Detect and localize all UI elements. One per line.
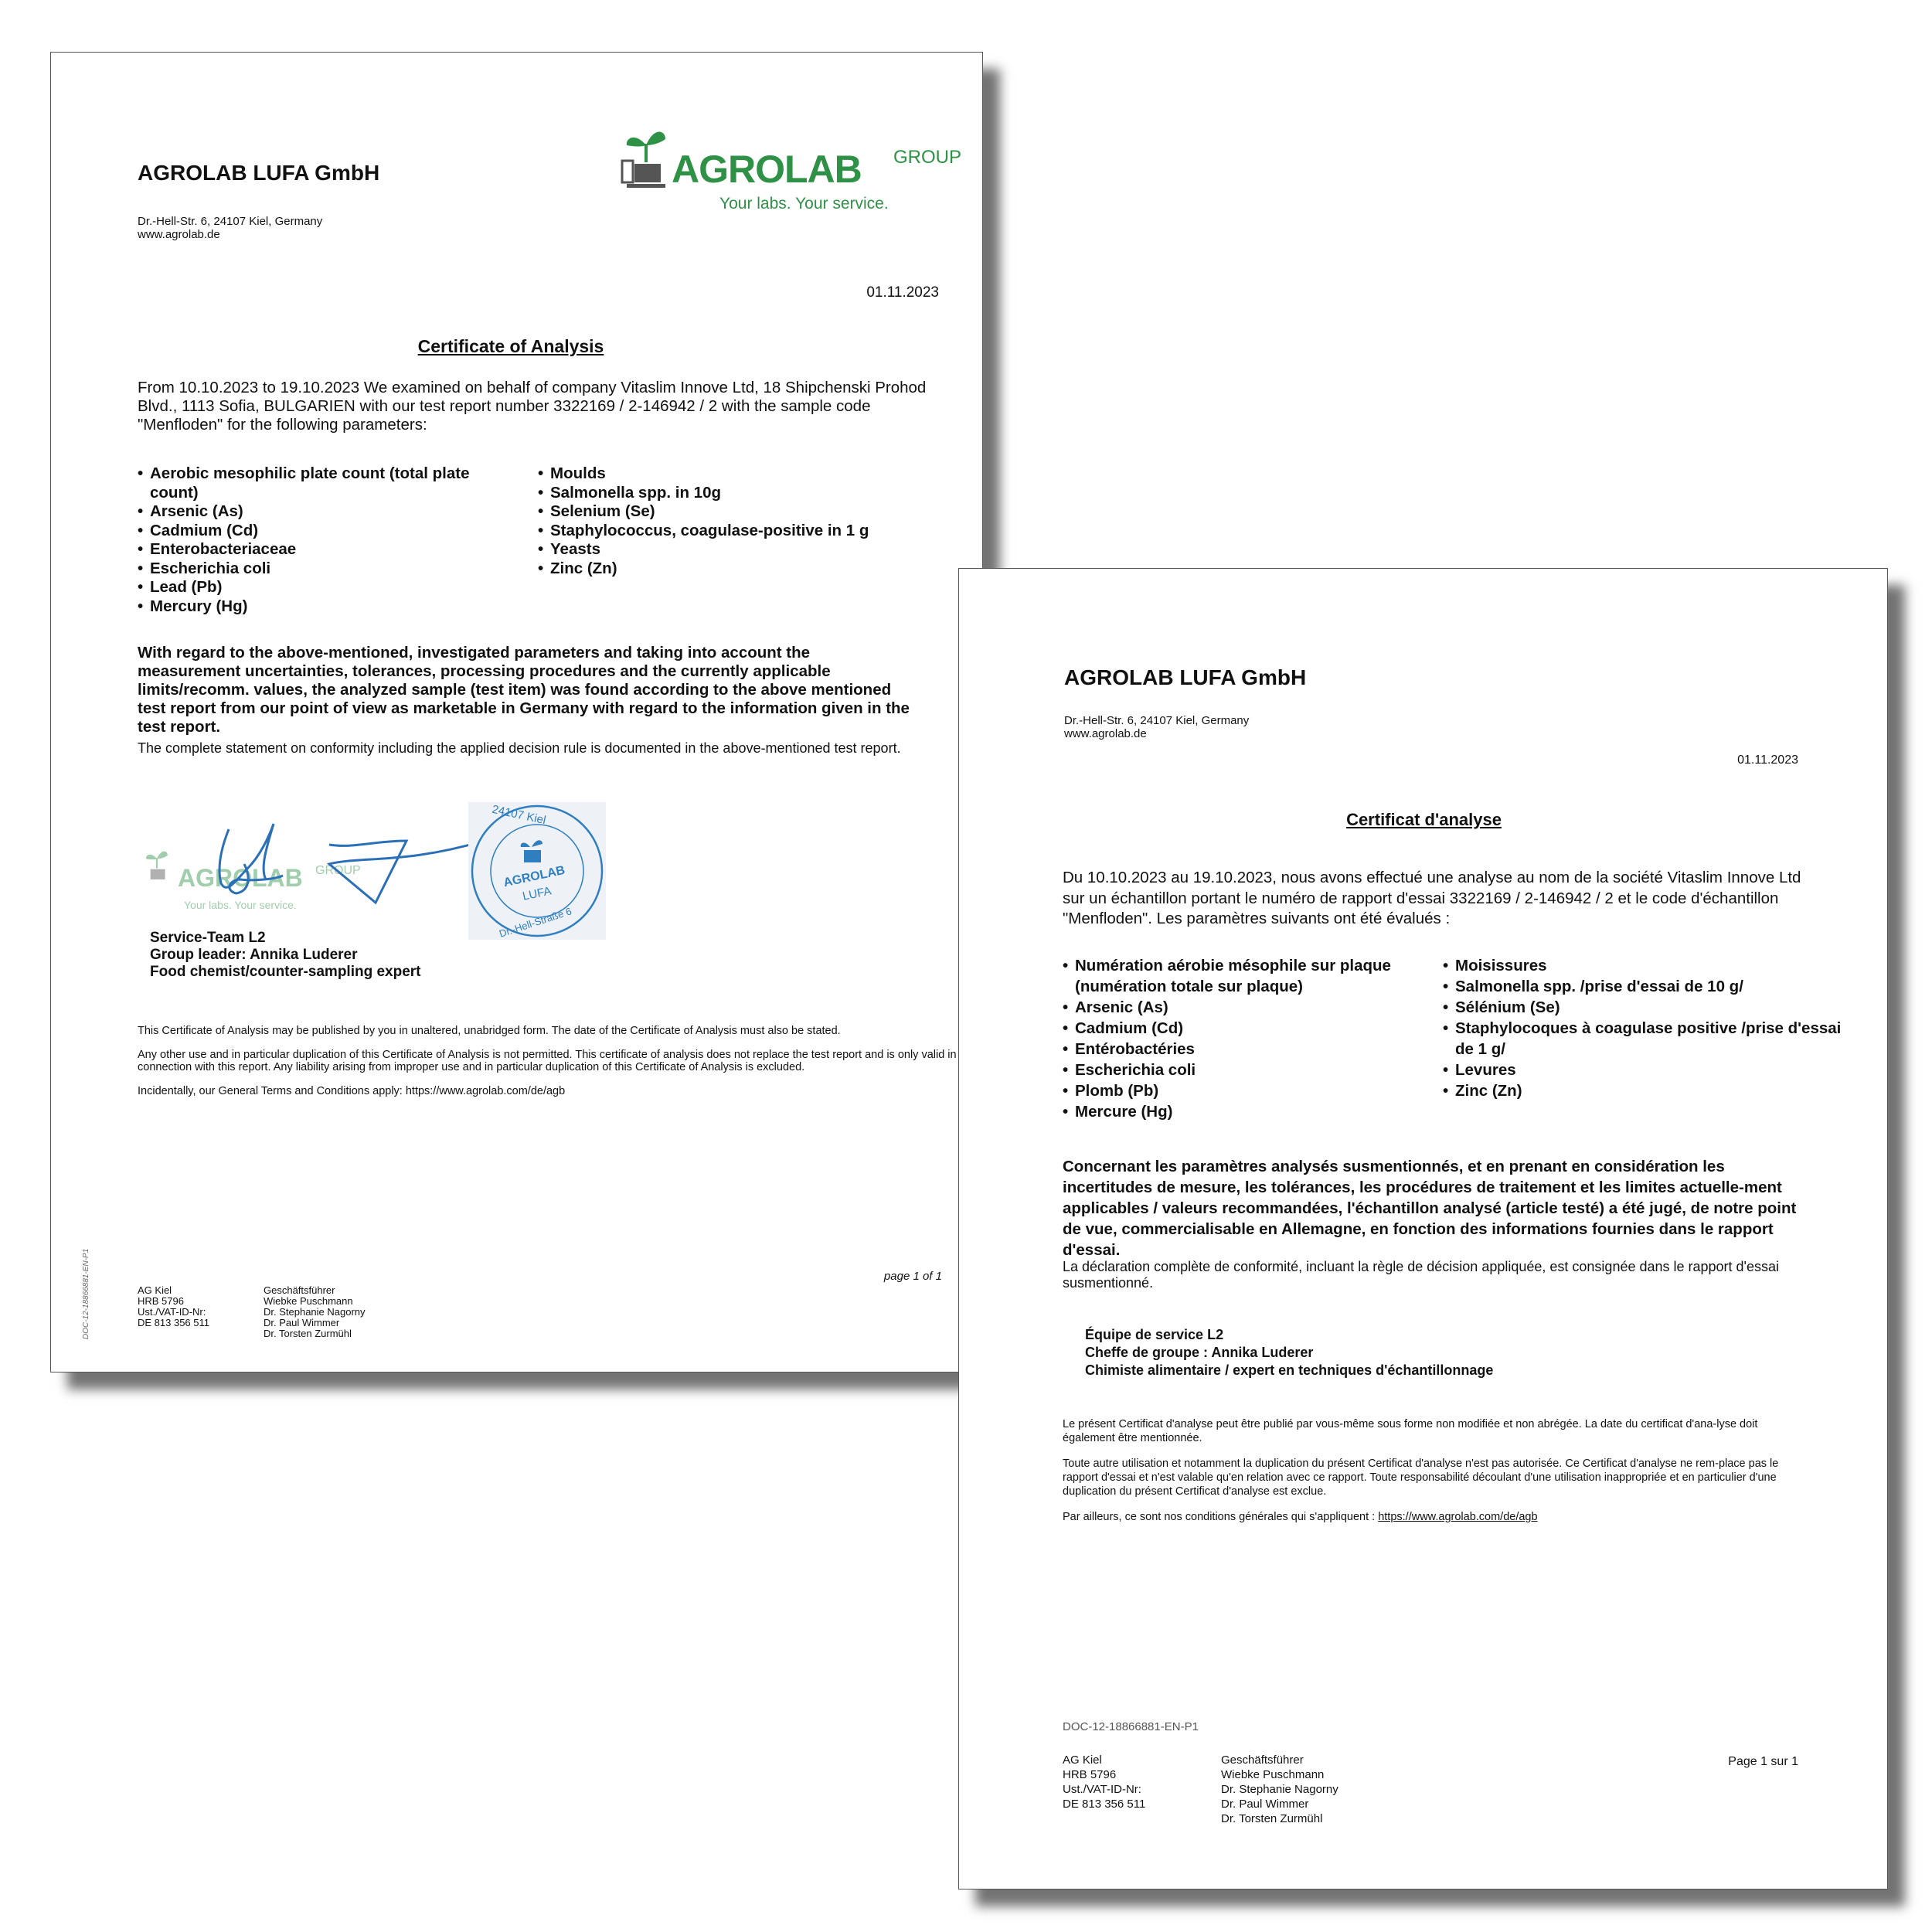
parameter-item: • Salmonella spp. in 10g: [538, 484, 971, 503]
footer-line: Geschäftsführer: [264, 1284, 335, 1296]
stamp-center-text-2: LUFA: [521, 884, 553, 903]
certificate-title: Certificate of Analysis: [417, 336, 604, 356]
parameter-item: • Moulds: [538, 464, 971, 484]
parameter-item: • Staphylococcus, coagulase-positive in 1 g: [538, 522, 971, 541]
agrolab-logo-name: AGROLAB: [672, 148, 862, 191]
disclaimer-publication: Le présent Certificat d'analyse peut être publié par vous-même sous forme non modifiée et non abrégée. La date du certificat d'ana-lyse doit également être mentionnée.: [1063, 1418, 1758, 1444]
website-line: www.agrolab.de: [138, 228, 220, 241]
company-address: [1064, 714, 1249, 740]
stamp-bottom-text: Dr.-Hell-Straße 6: [498, 905, 573, 940]
certificate-page-english: [50, 52, 983, 1372]
parameter-item: • Sélénium (Se): [1443, 997, 1852, 1018]
footer-line: AG Kiel: [1063, 1753, 1102, 1767]
parameter-item: • Yeasts: [538, 540, 971, 560]
parameter-item: • Zinc (Zn): [1443, 1080, 1852, 1101]
conformity-note: The complete statement on conformity including the applied decision rule is documented in the above-mentioned test report.: [138, 740, 901, 756]
terms-prefix: Par ailleurs, ce sont nos conditions générales qui s'appliquent :: [1063, 1511, 1376, 1523]
footer-line: Dr. Torsten Zurmühl: [1221, 1812, 1323, 1825]
conclusion-paragraph: With regard to the above-mentioned, investigated parameters and taking into account the measurement uncertainties, tolerances, processing procedures and the currently applicable limits/recomm. values, the analyzed sample (test item) was found according to the above mentioned test report from our point of view as marketable in Germany with regard to the information given in the test report.: [138, 644, 910, 736]
footer-line: Ust./VAT-ID-Nr:: [1063, 1783, 1141, 1796]
agrolab-slogan: Your labs. Your service.: [719, 195, 889, 213]
footer-management: [264, 1285, 366, 1339]
stamp-center-text: AGROLAB: [502, 863, 566, 890]
parameter-item: • Moisissures: [1443, 955, 1852, 976]
group-leader: Cheffe de groupe : Annika Luderer: [1085, 1345, 1314, 1360]
parameter-item: • Enterobacteriaceae: [138, 540, 501, 560]
address-line: Dr.-Hell-Str. 6, 24107 Kiel, Germany: [1064, 714, 1250, 727]
parameter-item: • Escherichia coli: [138, 560, 501, 579]
faded-logo-group: GROUP: [315, 864, 361, 877]
certificate-title: Certificat d'analyse: [1346, 810, 1502, 829]
footer-line: Dr. Stephanie Nagorny: [264, 1306, 366, 1318]
certificate-page-french: [958, 568, 1888, 1889]
certificate-date: 01.11.2023: [1737, 753, 1798, 767]
intro-paragraph: Du 10.10.2023 au 19.10.2023, nous avons effectué une analyse au nom de la société Vitaslim Innove Ltd sur un échantillon portant le numéro de rapport d'essai 3322169 / 2-146942 / 2 et le code d'échantillon "Menfloden". Les paramètres suivants ont été évalués :: [1063, 869, 1801, 927]
footer-line: Geschäftsführer: [1221, 1753, 1304, 1767]
terms-and-conditions: [1063, 1510, 1804, 1524]
footer-registration: [1063, 1753, 1145, 1811]
parameter-item: • Selenium (Se): [538, 502, 971, 522]
footer-management: [1221, 1753, 1338, 1826]
parameter-item: • Aerobic mesophilic plate count (total plate count): [138, 464, 501, 502]
signer-role: Chimiste alimentaire / expert en techniques d'échantillonnage: [1085, 1362, 1494, 1378]
company-address: [138, 215, 322, 241]
terms-link[interactable]: https://www.agrolab.com/de/agb: [1378, 1511, 1538, 1523]
parameter-item: • Numération aérobie mésophile sur plaque (numération totale sur plaque): [1063, 955, 1432, 997]
agrolab-plant-icon: [611, 116, 681, 193]
parameter-item: • Cadmium (Cd): [1063, 1018, 1432, 1039]
disclaimer-section: [1063, 1417, 1804, 1536]
group-leader: Group leader: Annika Luderer: [150, 947, 358, 963]
faded-plant-icon: [138, 841, 176, 887]
disclaimer-duplication: Toute autre utilisation et notamment la duplication du présent Certificat d'analyse n'est pas autorisée. Ce Certificat d'analyse ne rem-place pas le rapport d'essai et n'est valable qu'en relation avec ce rapport. Toute responsabilité découlant d'une utilisation inappropriée et en particulier d'une duplication du présent Certificat d'analyse est exclue.: [1063, 1458, 1779, 1498]
certificate-date: 01.11.2023: [866, 284, 939, 301]
footer-line: AG Kiel: [138, 1284, 172, 1296]
company-name: AGROLAB LUFA GmbH: [138, 161, 380, 185]
disclaimer-duplication: Any other use and in particular duplication of this Certificate of Analysis is not permitted. This certificate of analysis does not replace the test report and is only valid in connection with this report. Any liability arising from improper use and in particular duplication of this Certificate of Analysis is excluded.: [138, 1049, 957, 1073]
parameter-item: • Mercury (Hg): [138, 597, 501, 617]
faded-logo-name: AGROLAB: [178, 864, 303, 892]
parameter-item: • Entérobactéries: [1063, 1039, 1432, 1060]
footer-line: Dr. Stephanie Nagorny: [1221, 1783, 1338, 1796]
agrolab-logo-group: GROUP: [893, 147, 962, 168]
company-stamp: [468, 802, 606, 940]
parameter-item: • Escherichia coli: [1063, 1060, 1432, 1080]
agrolab-logo: [611, 116, 975, 216]
disclaimer-section: [138, 1025, 968, 1109]
faded-logo-slogan: Your labs. Your service.: [184, 899, 297, 911]
address-line: Dr.-Hell-Str. 6, 24107 Kiel, Germany: [138, 215, 323, 228]
parameter-item: • Plomb (Pb): [1063, 1080, 1432, 1101]
parameter-item: • Mercure (Hg): [1063, 1101, 1432, 1122]
service-team: Équipe de service L2: [1085, 1327, 1224, 1342]
parameter-item: • Levures: [1443, 1060, 1852, 1080]
disclaimer-publication: This Certificate of Analysis may be published by you in unaltered, unabridged form. The date of the Certificate of Analysis must also be stated.: [138, 1025, 841, 1037]
parameter-list-left: [1063, 955, 1432, 1122]
parameter-list-right: [538, 464, 971, 578]
parameter-item: • Lead (Pb): [138, 578, 501, 597]
parameter-item: • Salmonella spp. /prise d'essai de 10 g/: [1443, 976, 1852, 997]
parameter-item: • Cadmium (Cd): [138, 522, 501, 541]
footer-line: Dr. Paul Wimmer: [1221, 1798, 1309, 1811]
footer-line: HRB 5796: [1063, 1768, 1117, 1781]
footer-line: Dr. Torsten Zurmühl: [264, 1328, 352, 1339]
conclusion-paragraph: Concernant les paramètres analysés susmentionnés, et en prenant en considération les incertitudes de mesure, les tolérances, les procédures de traitement et les limites actuelle-ment applicables / valeurs recommandées, l'échantillon analysé (article testé) a été jugé, de notre point de vue, commercialisable en Allemagne, en fonction des informations fournies dans le rapport d'essai.: [1063, 1158, 1797, 1259]
document-code-vertical: DOC-12-18866881-EN-P1: [82, 1248, 90, 1339]
stamp-top-text: 24107 Kiel: [491, 802, 547, 828]
parameter-list-left: [138, 464, 501, 616]
footer-line: Dr. Paul Wimmer: [264, 1317, 340, 1328]
document-code: DOC-12-18866881-EN-P1: [1063, 1720, 1199, 1733]
parameter-item: • Arsenic (As): [138, 502, 501, 522]
parameter-item: • Zinc (Zn): [538, 560, 971, 579]
signature-block: [1085, 1326, 1493, 1379]
signer-role: Food chemist/counter-sampling expert: [150, 964, 421, 980]
service-team: Service-Team L2: [150, 930, 266, 946]
footer-line: HRB 5796: [138, 1295, 184, 1307]
parameter-item: • Arsenic (As): [1063, 997, 1432, 1018]
footer-line: DE 813 356 511: [1063, 1798, 1146, 1811]
parameter-list-right: [1443, 955, 1852, 1101]
company-name: AGROLAB LUFA GmbH: [1064, 665, 1307, 689]
footer-line: Wiebke Puschmann: [1221, 1768, 1325, 1781]
footer-line: DE 813 356 511: [138, 1317, 209, 1328]
footer-line: Ust./VAT-ID-Nr:: [138, 1306, 206, 1318]
website-line: www.agrolab.de: [1064, 727, 1147, 740]
footer-line: Wiebke Puschmann: [264, 1295, 353, 1307]
signature-block: [150, 930, 421, 981]
parameter-item: • Staphylocoques à coagulase positive /prise d'essai de 1 g/: [1443, 1018, 1852, 1060]
terms-and-conditions: Incidentally, our General Terms and Conditions apply: https://www.agrolab.com/de/agb: [138, 1085, 566, 1097]
page-number: Page 1 sur 1: [1728, 1755, 1798, 1768]
page-number: page 1 of 1: [883, 1270, 942, 1283]
intro-paragraph: From 10.10.2023 to 19.10.2023 We examined on behalf of company Vitaslim Innove Ltd, 18 Shipchenski Prohod Blvd., 1113 Sofia, BULGARIEN with our test report number 3322169 / 2-146942 / 2 with the sample code "Menfloden" for the following parameters:: [138, 379, 927, 434]
footer-registration: [138, 1285, 209, 1328]
conformity-note: La déclaration complète de conformité, incluant la règle de décision appliquée, est consignée dans le rapport d'essai susmentionné.: [1063, 1259, 1780, 1291]
